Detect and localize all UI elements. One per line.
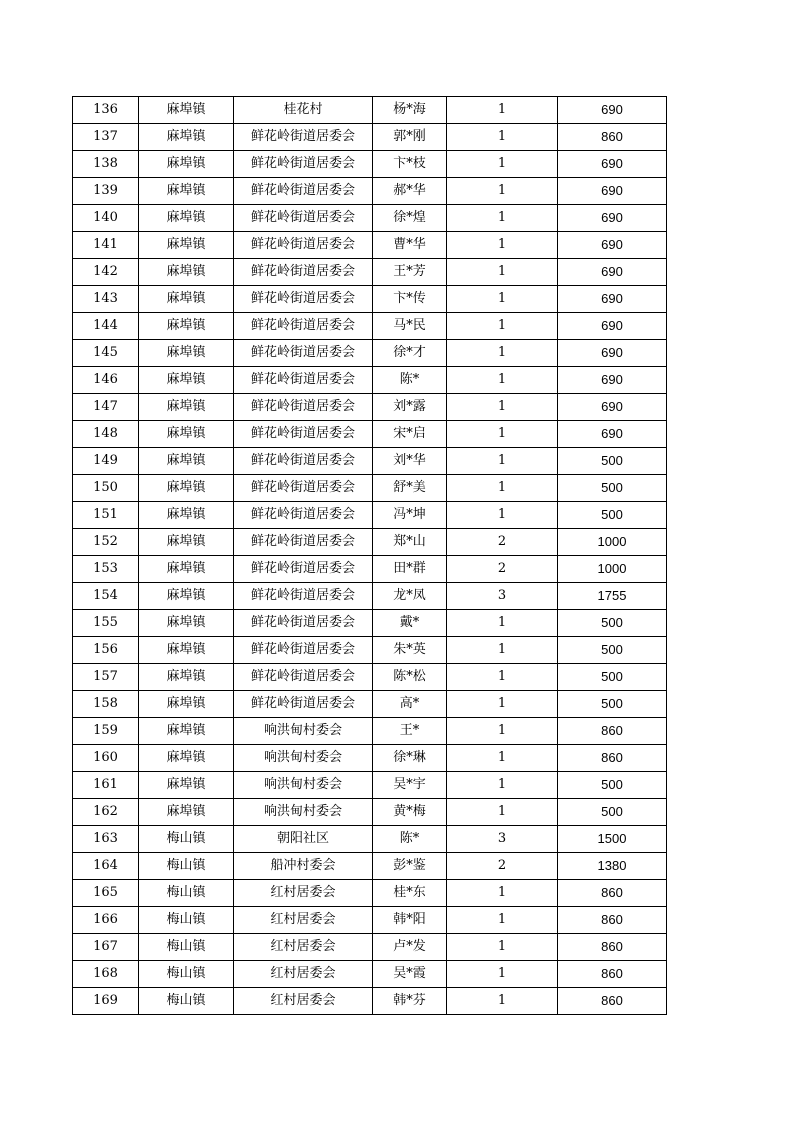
name-cell: 黄*梅 (373, 799, 447, 826)
name-cell: 王* (373, 718, 447, 745)
row-number-cell: 143 (73, 286, 139, 313)
town-cell: 麻埠镇 (139, 205, 234, 232)
village-cell: 鲜花岭街道居委会 (234, 340, 373, 367)
amount-cell: 690 (558, 205, 667, 232)
amount-cell: 1000 (558, 529, 667, 556)
household-count-cell: 1 (447, 97, 558, 124)
town-cell: 麻埠镇 (139, 232, 234, 259)
village-cell: 鲜花岭街道居委会 (234, 529, 373, 556)
village-cell: 鲜花岭街道居委会 (234, 205, 373, 232)
household-count-cell: 3 (447, 583, 558, 610)
name-cell: 冯*坤 (373, 502, 447, 529)
village-cell: 红村居委会 (234, 988, 373, 1015)
household-count-cell: 1 (447, 718, 558, 745)
row-number-cell: 159 (73, 718, 139, 745)
village-cell: 红村居委会 (234, 934, 373, 961)
amount-cell: 860 (558, 988, 667, 1015)
row-number-cell: 160 (73, 745, 139, 772)
name-cell: 郑*山 (373, 529, 447, 556)
town-cell: 麻埠镇 (139, 178, 234, 205)
name-cell: 曹*华 (373, 232, 447, 259)
row-number-cell: 140 (73, 205, 139, 232)
name-cell: 郝*华 (373, 178, 447, 205)
amount-cell: 690 (558, 151, 667, 178)
town-cell: 麻埠镇 (139, 448, 234, 475)
row-number-cell: 158 (73, 691, 139, 718)
table-row (73, 610, 667, 637)
town-cell: 麻埠镇 (139, 151, 234, 178)
table-row (73, 907, 667, 934)
amount-cell: 1380 (558, 853, 667, 880)
table-row (73, 799, 667, 826)
town-cell: 麻埠镇 (139, 286, 234, 313)
town-cell: 麻埠镇 (139, 745, 234, 772)
name-cell: 徐*琳 (373, 745, 447, 772)
table-row (73, 178, 667, 205)
name-cell: 徐*才 (373, 340, 447, 367)
town-cell: 麻埠镇 (139, 313, 234, 340)
table-row (73, 529, 667, 556)
village-cell: 鲜花岭街道居委会 (234, 178, 373, 205)
row-number-cell: 139 (73, 178, 139, 205)
village-cell: 鲜花岭街道居委会 (234, 610, 373, 637)
row-number-cell: 138 (73, 151, 139, 178)
household-count-cell: 1 (447, 232, 558, 259)
village-cell: 红村居委会 (234, 880, 373, 907)
table-row (73, 124, 667, 151)
amount-cell: 690 (558, 367, 667, 394)
town-cell: 麻埠镇 (139, 799, 234, 826)
table-row (73, 232, 667, 259)
name-cell: 刘*华 (373, 448, 447, 475)
amount-cell: 690 (558, 286, 667, 313)
amount-cell: 690 (558, 421, 667, 448)
amount-cell: 500 (558, 610, 667, 637)
village-cell: 鲜花岭街道居委会 (234, 475, 373, 502)
row-number-cell: 149 (73, 448, 139, 475)
amount-cell: 690 (558, 313, 667, 340)
town-cell: 麻埠镇 (139, 475, 234, 502)
row-number-cell: 163 (73, 826, 139, 853)
table-row (73, 961, 667, 988)
table-row (73, 97, 667, 124)
town-cell: 梅山镇 (139, 853, 234, 880)
amount-cell: 860 (558, 718, 667, 745)
town-cell: 麻埠镇 (139, 340, 234, 367)
town-cell: 梅山镇 (139, 961, 234, 988)
name-cell: 徐*煌 (373, 205, 447, 232)
row-number-cell: 155 (73, 610, 139, 637)
amount-cell: 1000 (558, 556, 667, 583)
amount-cell: 860 (558, 961, 667, 988)
table-row (73, 313, 667, 340)
table-row (73, 151, 667, 178)
name-cell: 宋*启 (373, 421, 447, 448)
town-cell: 梅山镇 (139, 907, 234, 934)
amount-cell: 500 (558, 502, 667, 529)
household-count-cell: 2 (447, 556, 558, 583)
name-cell: 韩*芬 (373, 988, 447, 1015)
village-cell: 鲜花岭街道居委会 (234, 637, 373, 664)
town-cell: 梅山镇 (139, 988, 234, 1015)
village-cell: 朝阳社区 (234, 826, 373, 853)
name-cell: 陈* (373, 826, 447, 853)
table-row (73, 988, 667, 1015)
amount-cell: 690 (558, 340, 667, 367)
row-number-cell: 150 (73, 475, 139, 502)
household-count-cell: 2 (447, 853, 558, 880)
name-cell: 马*民 (373, 313, 447, 340)
row-number-cell: 136 (73, 97, 139, 124)
amount-cell: 500 (558, 475, 667, 502)
town-cell: 梅山镇 (139, 880, 234, 907)
village-cell: 鲜花岭街道居委会 (234, 232, 373, 259)
name-cell: 卢*发 (373, 934, 447, 961)
table-row (73, 286, 667, 313)
table-row (73, 772, 667, 799)
village-cell: 鲜花岭街道居委会 (234, 259, 373, 286)
row-number-cell: 169 (73, 988, 139, 1015)
town-cell: 麻埠镇 (139, 259, 234, 286)
name-cell: 陈* (373, 367, 447, 394)
household-count-cell: 1 (447, 340, 558, 367)
table-row (73, 259, 667, 286)
household-count-cell: 1 (447, 475, 558, 502)
name-cell: 朱*英 (373, 637, 447, 664)
town-cell: 麻埠镇 (139, 691, 234, 718)
amount-cell: 1500 (558, 826, 667, 853)
table-row (73, 934, 667, 961)
town-cell: 麻埠镇 (139, 124, 234, 151)
amount-cell: 860 (558, 934, 667, 961)
data-table (72, 96, 667, 1015)
amount-cell: 690 (558, 232, 667, 259)
amount-cell: 690 (558, 97, 667, 124)
household-count-cell: 1 (447, 367, 558, 394)
table-row (73, 394, 667, 421)
household-count-cell: 1 (447, 988, 558, 1015)
village-cell: 响洪甸村委会 (234, 799, 373, 826)
village-cell: 鲜花岭街道居委会 (234, 151, 373, 178)
name-cell: 王*芳 (373, 259, 447, 286)
village-cell: 响洪甸村委会 (234, 745, 373, 772)
name-cell: 高* (373, 691, 447, 718)
household-count-cell: 1 (447, 151, 558, 178)
household-count-cell: 1 (447, 421, 558, 448)
town-cell: 麻埠镇 (139, 421, 234, 448)
village-cell: 鲜花岭街道居委会 (234, 502, 373, 529)
amount-cell: 500 (558, 799, 667, 826)
town-cell: 麻埠镇 (139, 610, 234, 637)
town-cell: 麻埠镇 (139, 556, 234, 583)
town-cell: 麻埠镇 (139, 772, 234, 799)
household-count-cell: 1 (447, 448, 558, 475)
town-cell: 梅山镇 (139, 826, 234, 853)
row-number-cell: 156 (73, 637, 139, 664)
table-row (73, 448, 667, 475)
table-body (73, 97, 667, 1015)
table-row (73, 367, 667, 394)
name-cell: 吴*宇 (373, 772, 447, 799)
table-row (73, 475, 667, 502)
village-cell: 响洪甸村委会 (234, 772, 373, 799)
table-row (73, 556, 667, 583)
row-number-cell: 164 (73, 853, 139, 880)
household-count-cell: 1 (447, 961, 558, 988)
name-cell: 郭*刚 (373, 124, 447, 151)
table-row (73, 664, 667, 691)
row-number-cell: 157 (73, 664, 139, 691)
table-row (73, 205, 667, 232)
village-cell: 桂花村 (234, 97, 373, 124)
name-cell: 桂*东 (373, 880, 447, 907)
name-cell: 卞*传 (373, 286, 447, 313)
table-row (73, 826, 667, 853)
row-number-cell: 148 (73, 421, 139, 448)
row-number-cell: 167 (73, 934, 139, 961)
amount-cell: 690 (558, 394, 667, 421)
table-row (73, 718, 667, 745)
row-number-cell: 146 (73, 367, 139, 394)
household-count-cell: 1 (447, 205, 558, 232)
name-cell: 彭*鉴 (373, 853, 447, 880)
table-row (73, 421, 667, 448)
town-cell: 麻埠镇 (139, 664, 234, 691)
household-count-cell: 1 (447, 313, 558, 340)
name-cell: 吴*霞 (373, 961, 447, 988)
household-count-cell: 1 (447, 502, 558, 529)
household-count-cell: 1 (447, 610, 558, 637)
row-number-cell: 162 (73, 799, 139, 826)
name-cell: 杨*海 (373, 97, 447, 124)
table-row (73, 583, 667, 610)
household-count-cell: 1 (447, 637, 558, 664)
row-number-cell: 166 (73, 907, 139, 934)
town-cell: 麻埠镇 (139, 718, 234, 745)
amount-cell: 860 (558, 907, 667, 934)
village-cell: 鲜花岭街道居委会 (234, 691, 373, 718)
village-cell: 响洪甸村委会 (234, 718, 373, 745)
table-row (73, 637, 667, 664)
town-cell: 麻埠镇 (139, 583, 234, 610)
village-cell: 船冲村委会 (234, 853, 373, 880)
town-cell: 麻埠镇 (139, 637, 234, 664)
amount-cell: 500 (558, 691, 667, 718)
town-cell: 麻埠镇 (139, 97, 234, 124)
household-count-cell: 2 (447, 529, 558, 556)
row-number-cell: 145 (73, 340, 139, 367)
name-cell: 韩*阳 (373, 907, 447, 934)
household-count-cell: 3 (447, 826, 558, 853)
household-count-cell: 1 (447, 394, 558, 421)
table-row (73, 745, 667, 772)
amount-cell: 860 (558, 745, 667, 772)
row-number-cell: 168 (73, 961, 139, 988)
amount-cell: 500 (558, 637, 667, 664)
village-cell: 鲜花岭街道居委会 (234, 394, 373, 421)
village-cell: 鲜花岭街道居委会 (234, 556, 373, 583)
row-number-cell: 144 (73, 313, 139, 340)
row-number-cell: 165 (73, 880, 139, 907)
row-number-cell: 153 (73, 556, 139, 583)
row-number-cell: 151 (73, 502, 139, 529)
name-cell: 龙*凤 (373, 583, 447, 610)
household-count-cell: 1 (447, 259, 558, 286)
amount-cell: 1755 (558, 583, 667, 610)
amount-cell: 500 (558, 664, 667, 691)
row-number-cell: 154 (73, 583, 139, 610)
amount-cell: 860 (558, 124, 667, 151)
name-cell: 卞*枝 (373, 151, 447, 178)
amount-cell: 690 (558, 259, 667, 286)
village-cell: 鲜花岭街道居委会 (234, 448, 373, 475)
household-count-cell: 1 (447, 124, 558, 151)
name-cell: 田*群 (373, 556, 447, 583)
household-count-cell: 1 (447, 691, 558, 718)
table-row (73, 853, 667, 880)
row-number-cell: 141 (73, 232, 139, 259)
table-row (73, 502, 667, 529)
table-row (73, 340, 667, 367)
household-count-cell: 1 (447, 178, 558, 205)
name-cell: 陈*松 (373, 664, 447, 691)
row-number-cell: 142 (73, 259, 139, 286)
town-cell: 麻埠镇 (139, 367, 234, 394)
household-count-cell: 1 (447, 880, 558, 907)
household-count-cell: 1 (447, 907, 558, 934)
village-cell: 红村居委会 (234, 907, 373, 934)
amount-cell: 860 (558, 880, 667, 907)
household-count-cell: 1 (447, 799, 558, 826)
village-cell: 鲜花岭街道居委会 (234, 124, 373, 151)
row-number-cell: 147 (73, 394, 139, 421)
town-cell: 麻埠镇 (139, 529, 234, 556)
town-cell: 梅山镇 (139, 934, 234, 961)
table-row (73, 880, 667, 907)
village-cell: 鲜花岭街道居委会 (234, 313, 373, 340)
row-number-cell: 161 (73, 772, 139, 799)
household-count-cell: 1 (447, 934, 558, 961)
town-cell: 麻埠镇 (139, 394, 234, 421)
village-cell: 鲜花岭街道居委会 (234, 421, 373, 448)
row-number-cell: 137 (73, 124, 139, 151)
amount-cell: 500 (558, 448, 667, 475)
household-count-cell: 1 (447, 772, 558, 799)
village-cell: 鲜花岭街道居委会 (234, 664, 373, 691)
household-count-cell: 1 (447, 745, 558, 772)
name-cell: 舒*美 (373, 475, 447, 502)
village-cell: 红村居委会 (234, 961, 373, 988)
household-count-cell: 1 (447, 664, 558, 691)
table-row (73, 691, 667, 718)
row-number-cell: 152 (73, 529, 139, 556)
name-cell: 戴* (373, 610, 447, 637)
household-count-cell: 1 (447, 286, 558, 313)
amount-cell: 500 (558, 772, 667, 799)
village-cell: 鲜花岭街道居委会 (234, 367, 373, 394)
town-cell: 麻埠镇 (139, 502, 234, 529)
name-cell: 刘*露 (373, 394, 447, 421)
amount-cell: 690 (558, 178, 667, 205)
village-cell: 鲜花岭街道居委会 (234, 583, 373, 610)
village-cell: 鲜花岭街道居委会 (234, 286, 373, 313)
